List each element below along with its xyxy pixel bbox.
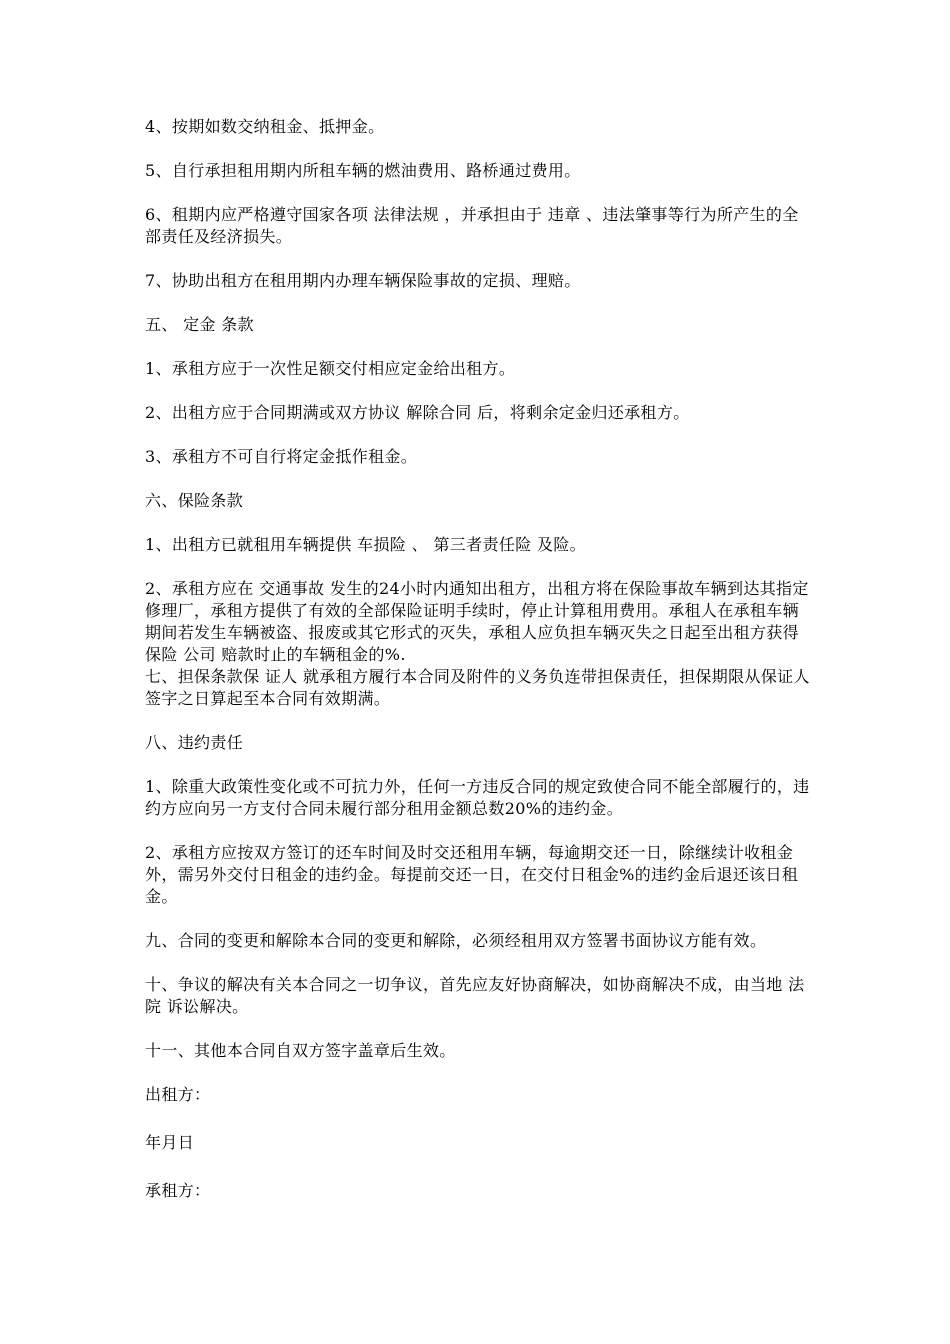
section-9-amendment: 九、合同的变更和解除本合同的变更和解除，必须经租用双方签署书面协议方能有效。 xyxy=(145,931,767,950)
lessor-signature-label: 出租方： xyxy=(145,1085,211,1104)
section-5-heading: 五、 定金 条款 xyxy=(145,315,254,334)
section-11-other: 十一、其他本合同自双方签字盖章后生效。 xyxy=(145,1041,456,1060)
clause-5-1: 1、承租方应于一次性足额交付相应定金给出租方。 xyxy=(145,359,516,378)
section-7-guarantee: 七、担保条款保 证人 就承租方履行本合同及附件的义务负连带担保责任，担保期限从保证人签字之日算起至本合同有效期满。 xyxy=(145,667,810,708)
date-label: 年月日 xyxy=(145,1133,195,1152)
section-10-dispute: 十、争议的解决有关本合同之一切争议，首先应友好协商解决，如协商解决不成，由当地 法院 诉讼解决。 xyxy=(145,975,805,1016)
document-page xyxy=(145,116,810,1224)
clause-8-1: 1、除重大政策性变化或不可抗力外，任何一方违反合同的规定致使合同不能全部履行的，违约方应向另一方支付合同未履行部分租用金额总数20%的违约金。 xyxy=(145,777,810,818)
clause-5-2: 2、出租方应于合同期满或双方协议 解除合同 后，将剩余定金归还承租方。 xyxy=(145,403,690,422)
clause-4-6: 6、租期内应严格遵守国家各项 法律法规 ，并承担由于 违章 、违法肇事等行为所产生的全部责任及经济损失。 xyxy=(145,205,799,246)
section-8-heading: 八、违约责任 xyxy=(145,733,244,752)
clause-4-7: 7、协助出租方在租用期内办理车辆保险事故的定损、理赔。 xyxy=(145,271,581,290)
clause-6-1: 1、出租方已就租用车辆提供 车损险 、 第三者责任险 及险。 xyxy=(145,535,587,554)
lessee-signature-label: 承租方： xyxy=(145,1181,211,1200)
clause-5-3: 3、承租方不可自行将定金抵作租金。 xyxy=(145,447,418,466)
clause-6-2: 2、承租方应在 交通事故 发生的24小时内通知出租方，出租方将在保险事故车辆到达其指定修理厂，承租方提供了有效的全部保险证明手续时，停止计算租用费用。承租人在承租车辆期间若发生车辆被盗、报废或其它形式的灭失，承租人应负担车辆灭失之日起至出租方获得保险 公司 赔款时止的车辆租金的%. xyxy=(145,579,809,664)
clause-4-4: 4、按期如数交纳租金、抵押金。 xyxy=(145,117,385,136)
clause-8-2: 2、承租方应按双方签订的还车时间及时交还租用车辆，每逾期交还一日，除继续计收租金外，需另外交付日租金的违约金。每提前交还一日，在交付日租金%的违约金后退还该日租金。 xyxy=(145,843,799,906)
section-6-heading: 六、保险条款 xyxy=(145,491,244,510)
clause-4-5: 5、自行承担租用期内所租车辆的燃油费用、路桥通过费用。 xyxy=(145,161,581,180)
